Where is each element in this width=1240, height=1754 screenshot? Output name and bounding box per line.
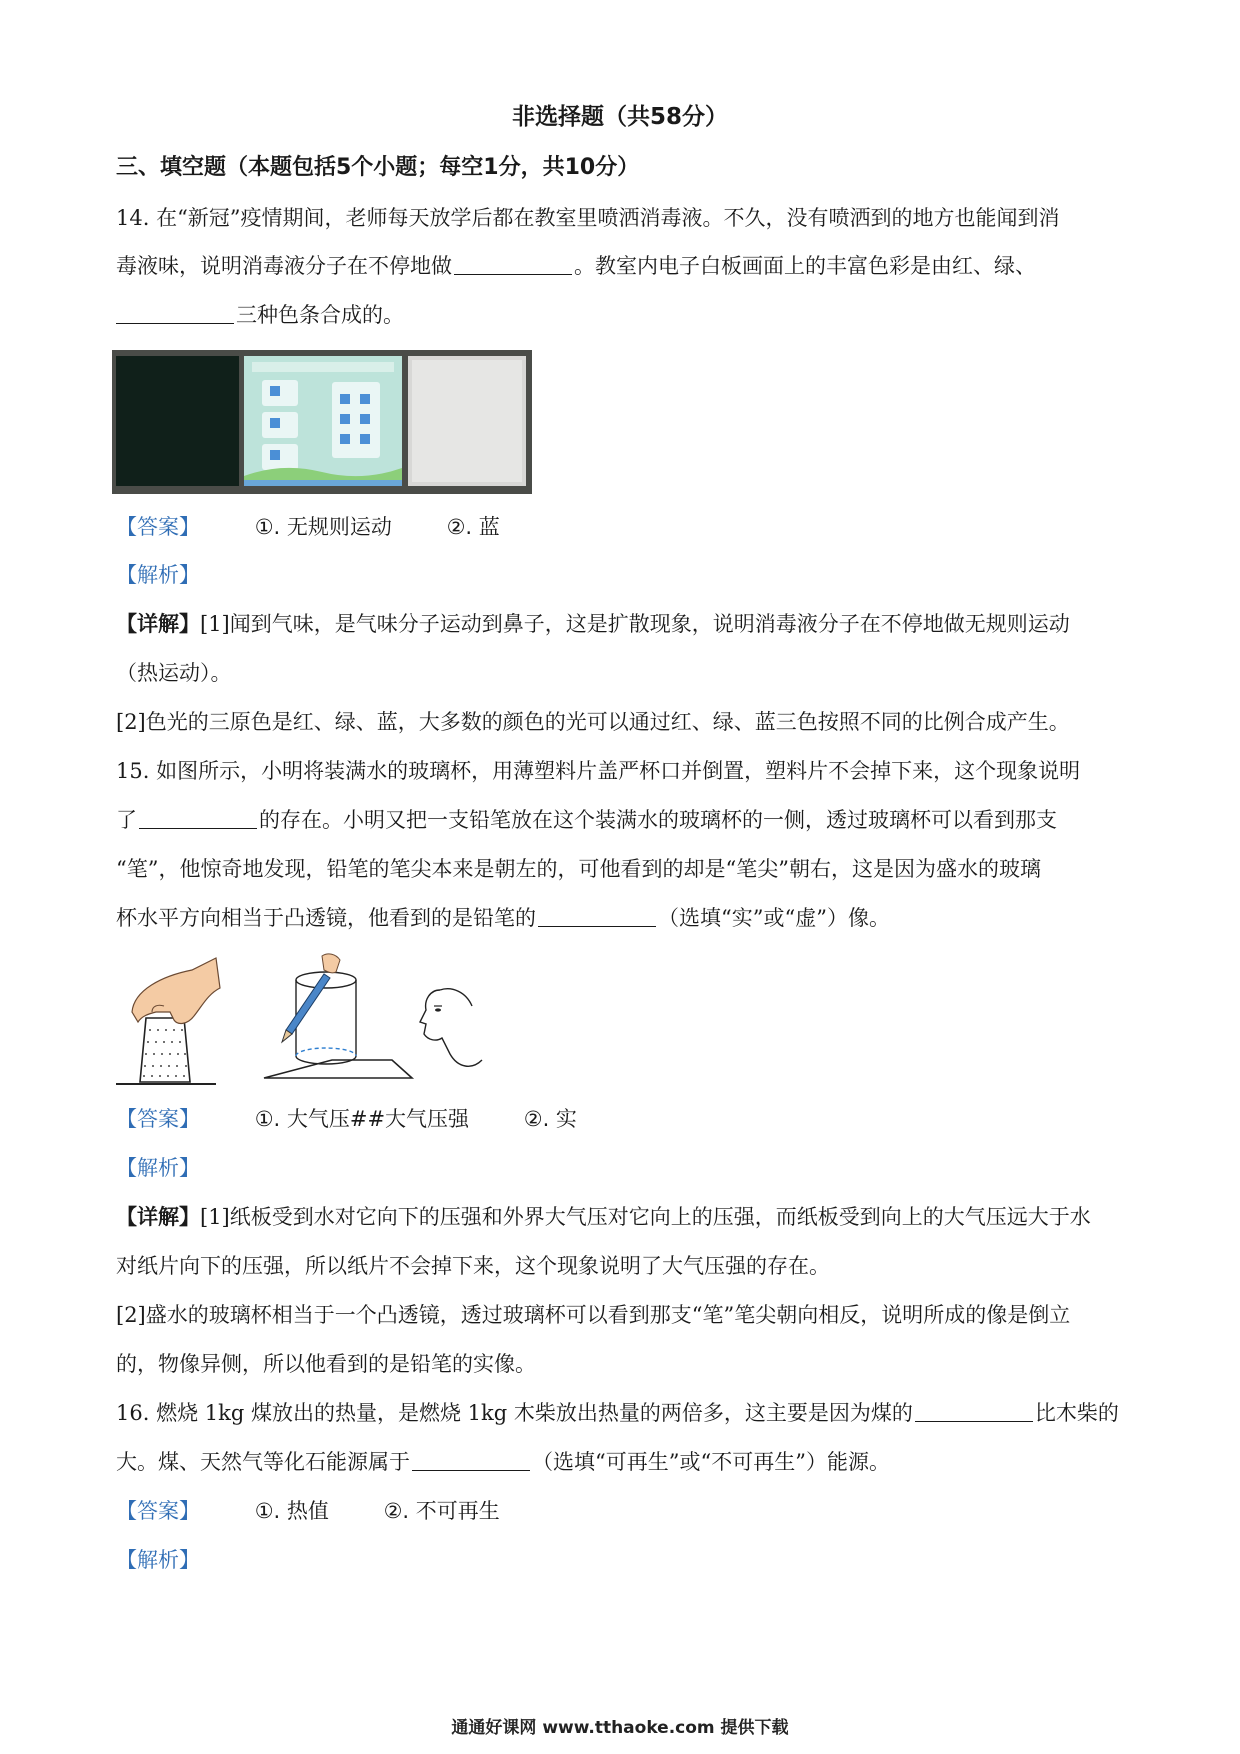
answer-blank (915, 1401, 1033, 1422)
detail-text: [1]闻到气味，是气味分子运动到鼻子，这是扩散现象，说明消毒液分子在不停地做无规则运动 (200, 612, 1070, 636)
answer-blank (454, 254, 572, 275)
q15-line-3: “笔”，他惊奇地发现，铅笔的笔尖本来是朝左的，可他看到的却是“笔尖”朝右，这是因为盛水的玻璃 (116, 857, 1041, 881)
q14-line-2 (116, 251, 1126, 281)
answer-2: ②. 不可再生 (383, 1499, 500, 1523)
answer-1: ①. 热值 (254, 1499, 329, 1523)
q14-detail-1b: （热运动）。 (116, 661, 232, 685)
analysis-tag: 【解析】 (116, 1156, 200, 1180)
analysis-tag: 【解析】 (116, 563, 200, 587)
section-title: 三、填空题（本题包括5个小题；每空1分，共10分） (116, 155, 640, 180)
q15-detail-2a: [2]盛水的玻璃杯相当于一个凸透镜，透过玻璃杯可以看到那支“笔”笔尖朝向相反，说明所成的像是倒立 (116, 1303, 1071, 1327)
detail-tag: 【详解】 (116, 611, 200, 636)
q14-line-1: 14. 在“新冠”疫情期间，老师每天放学后都在教室里喷洒消毒液。不久，没有喷洒到的地方也能闻到消 (116, 206, 1060, 230)
q15-text: （选填“实”或“虚”）像。 (658, 906, 890, 930)
q16-answer-row (116, 1496, 500, 1526)
q14-detail-2: [2]色光的三原色是红、绿、蓝，大多数的颜色的光可以通过红、绿、蓝三色按照不同的比例合成产生。 (116, 710, 1070, 734)
q15-answer-row (116, 1104, 577, 1134)
answer-1: ①. 大气压##大气压强 (254, 1107, 470, 1131)
q15-text: 了 (116, 808, 137, 832)
q15-text: 的存在。小明又把一支铅笔放在这个装满水的玻璃杯的一侧，透过玻璃杯可以看到那支 (259, 808, 1057, 832)
inverted-cup-figure (112, 950, 222, 1086)
answer-1: ①. 无规则运动 (254, 515, 392, 539)
q15-detail-1b: 对纸片向下的压强，所以纸片不会掉下来，这个现象说明了大气压强的存在。 (116, 1254, 830, 1278)
q15-detail-2b: 的，物像异侧，所以他看到的是铅笔的实像。 (116, 1352, 536, 1376)
q16-line-2 (116, 1447, 1126, 1477)
q15-detail-1 (116, 1202, 1126, 1232)
answer-tag: 【答案】 (116, 1499, 200, 1523)
q16-line-1 (116, 1398, 1126, 1428)
answer-blank (116, 303, 234, 324)
whiteboard-photo (112, 350, 532, 494)
pencil-glass-figure (262, 950, 492, 1090)
q15-line-1: 15. 如图所示，小明将装满水的玻璃杯，用薄塑料片盖严杯口并倒置，塑料片不会掉下来，这个现象说明 (116, 759, 1081, 783)
detail-tag: 【详解】 (116, 1204, 200, 1229)
q14-text: 。教室内电子白板画面上的丰富色彩是由红、绿、 (574, 254, 1036, 278)
q14-line-3 (116, 300, 1126, 330)
answer-2: ②. 实 (523, 1107, 577, 1131)
answer-tag: 【答案】 (116, 515, 200, 539)
page-footer: 通通好课网 www.tthaoke.com 提供下载 (451, 1718, 789, 1738)
detail-text: [1]纸板受到水对它向下的压强和外界大气压对它向上的压强，而纸板受到向上的大气压远大于水 (200, 1205, 1091, 1229)
q16-text: 大。煤、天然气等化石能源属于 (116, 1450, 410, 1474)
q14-text: 三种色条合成的。 (236, 303, 404, 327)
analysis-tag: 【解析】 (116, 1548, 200, 1572)
q15-line-4 (116, 903, 1126, 933)
q15-text: 杯水平方向相当于凸透镜，他看到的是铅笔的 (116, 906, 536, 930)
q14-detail-1 (116, 609, 1126, 639)
q15-line-2 (116, 805, 1126, 835)
page-title: 非选择题（共58分） (511, 104, 728, 130)
answer-blank (139, 808, 257, 829)
q14-answer-row (116, 512, 500, 542)
answer-2: ②. 蓝 (446, 515, 500, 539)
answer-blank (412, 1450, 530, 1471)
q16-text: 比木柴的 (1034, 1401, 1119, 1425)
q16-text: （选填“可再生”或“不可再生”）能源。 (532, 1450, 890, 1474)
q14-text: 毒液味，说明消毒液分子在不停地做 (116, 254, 452, 278)
answer-tag: 【答案】 (116, 1107, 200, 1131)
q16-text: 16. 燃烧 1kg 煤放出的热量，是燃烧 1kg 木柴放出热量的两倍多，这主要是因为煤的 (116, 1401, 913, 1425)
answer-blank (538, 906, 656, 927)
